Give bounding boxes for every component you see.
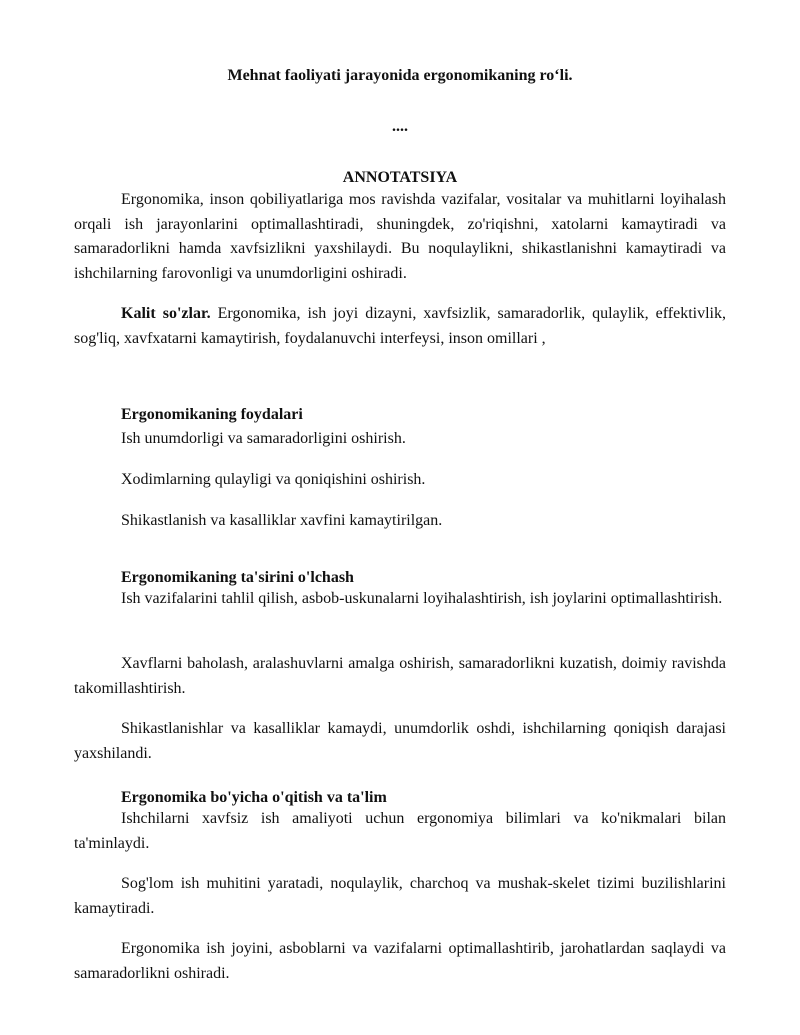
annotation-block [74, 188, 726, 286]
keywords-block [74, 302, 726, 351]
section-heading-training: Ergonomika bo'yicha o'qitish va ta'lim [121, 789, 387, 806]
benefit-item: Shikastlanish va kasalliklar xavfini kamaytirilgan. [121, 512, 443, 529]
section-heading-benefits: Ergonomikaning foydalari [121, 406, 303, 423]
section-heading-impact: Ergonomikaning ta'sirini o'lchash [121, 569, 354, 586]
impact-paragraph: Shikastlanishlar va kasalliklar kamaydi, unumdorlik oshdi, ishchilarning qoniqish darajasi yaxshilandi. [74, 720, 726, 762]
annotation-paragraph: Ergonomika, inson qobiliyatlariga mos ravishda vazifalar, vositalar va muhitlarni loyihalash orqali ish jarayonlarini optimallashtiradi, shuningdek, zo'riqishni, xatolarni kamaytiradi va samaradorlikni hamda xavfsizlikni yaxshilaydi. Bu noqulaylikni, shikastlanishni kamaytiradi va ishchilarning farovonligi va unumdorligini oshiradi. [74, 191, 726, 282]
keywords-text: Ergonomika, ish joyi dizayni, xavfsizlik, samaradorlik, qulaylik, effektivlik, sog'liq, xavfxatarni kamaytirish, foydalanuvchi interfeysi, inson omillari , [74, 305, 727, 347]
training-paragraph: Ishchilarni xavfsiz ish amaliyoti uchun ergonomiya bilimlari va ko'nikmalari bilan ta'minlaydi. [74, 810, 726, 852]
training-paragraph: Ergonomika ish joyini, asboblarni va vazifalarni optimallashtirib, jarohatlardan saqlaydi va samaradorlikni oshiradi. [74, 940, 726, 982]
author-placeholder: .... [392, 118, 408, 135]
impact-paragraph: Xavflarni baholash, aralashuvlarni amalga oshirish, samaradorlikni kuzatish, doimiy ravishda takomillashtirish. [74, 655, 726, 697]
training-paragraph-block [74, 807, 726, 856]
impact-paragraph-block [74, 717, 726, 766]
training-paragraph: Sog'lom ish muhitini yaratadi, noqulaylik, charchoq va mushak-skelet tizimi buzilishlarini kamaytiradi. [74, 875, 726, 917]
document-title: Mehnat faoliyati jarayonida ergonomikaning ro‘li. [227, 67, 573, 84]
impact-paragraph-block [74, 652, 726, 701]
keywords-label: Kalit so'zlar. [121, 305, 211, 322]
keywords-paragraph [74, 302, 726, 351]
impact-paragraph-block [74, 587, 726, 612]
benefit-item: Xodimlarning qulayligi va qoniqishini oshirish. [121, 471, 426, 488]
annotation-heading: ANNOTATSIYA [342, 169, 458, 186]
benefit-item: Ish unumdorligi va samaradorligini oshirish. [121, 430, 406, 447]
training-paragraph-block [74, 937, 726, 986]
impact-paragraph: Ish vazifalarini tahlil qilish, asbob-uskunalarni loyihalashtirish, ish joylarini optimallashtirish. [121, 590, 723, 607]
training-paragraph-block [74, 872, 726, 921]
